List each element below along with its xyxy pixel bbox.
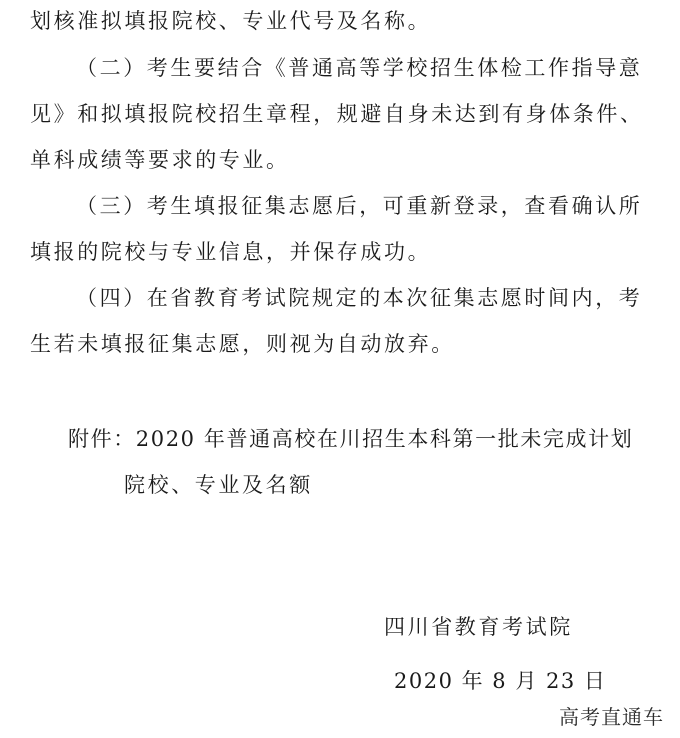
signature-organization: 四川省教育考试院 (384, 615, 573, 639)
paragraph-line: 划核准拟填报院校、专业代号及名称。 (30, 9, 432, 33)
attachment-line: 附件：2020 年普通高校在川招生本科第一批未完成计划 (68, 427, 634, 451)
paragraph-line: 见》和拟填报院校招生章程，规避自身未达到有身体条件、 (30, 102, 644, 126)
attachment-line: 院校、专业及名额 (124, 473, 313, 497)
paragraph-line: 填报的院校与专业信息，并保存成功。 (30, 240, 432, 264)
paragraph-line: 生若未填报征集志愿，则视为自动放弃。 (30, 332, 455, 356)
paragraph-line: （二）考生要结合《普通高等学校招生体检工作指导意 (76, 56, 643, 80)
paragraph-line: （三）考生填报征集志愿后，可重新登录，查看确认所 (76, 194, 643, 218)
paragraph-line: （四）在省教育考试院规定的本次征集志愿时间内，考 (76, 286, 643, 310)
signature-date: 2020 年 8 月 23 日 (394, 669, 607, 693)
watermark: 高考直通车 (559, 705, 664, 729)
paragraph-line: 单科成绩等要求的专业。 (30, 148, 290, 172)
